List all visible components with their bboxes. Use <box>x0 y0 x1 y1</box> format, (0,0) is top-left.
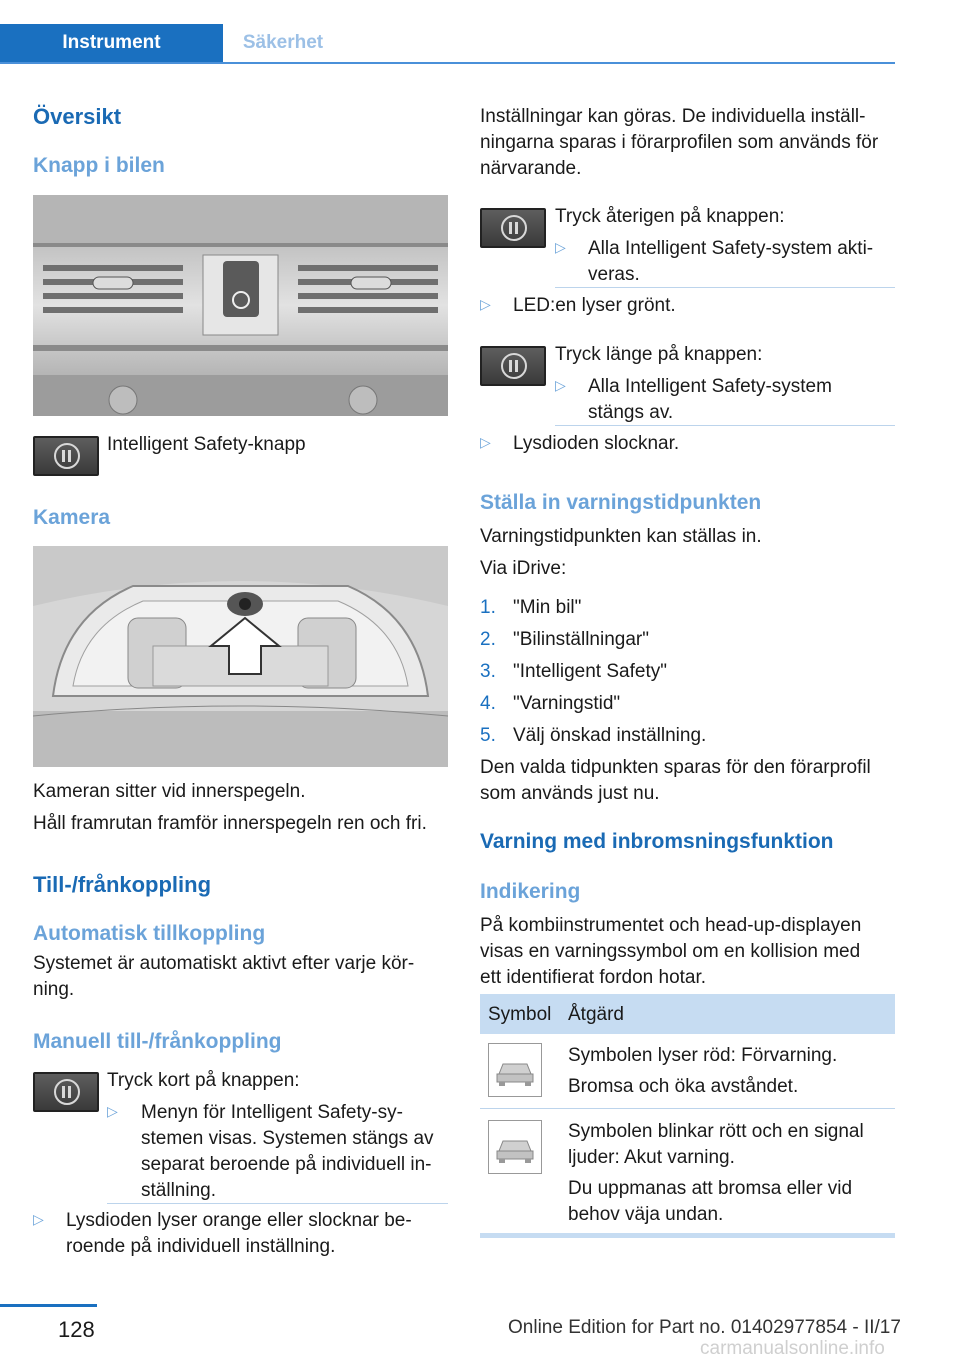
row2-line-4: behov väja undan. <box>568 1204 724 1225</box>
subtitle-indikering: Indikering <box>480 880 581 903</box>
step2-bullet-1-line-1: Alla Intelligent Safety-system <box>588 376 832 397</box>
dashboard-vent-photo <box>33 195 448 416</box>
triangle-right-icon: ▷ <box>555 377 566 393</box>
indic-line-3: ett identifierat fordon hotar. <box>480 967 707 988</box>
list-number: 4. <box>480 693 496 714</box>
intro-line-3: närvarande. <box>480 158 582 179</box>
step1-text: Tryck återigen på knappen: <box>555 206 785 227</box>
camera-paragraph-2: Håll framrutan framför innerspegeln ren och fri. <box>33 813 427 834</box>
intelligent-safety-button-icon <box>33 1072 99 1112</box>
intelligent-safety-button-icon <box>480 208 546 248</box>
table-bottom-bar <box>480 1233 895 1238</box>
table-row-divider <box>480 1108 895 1109</box>
header-tabs <box>0 24 895 64</box>
subtitle-automatisk-tillkoppling: Automatisk tillkoppling <box>33 922 266 945</box>
list-item: "Intelligent Safety" <box>513 661 667 682</box>
divider <box>555 425 895 426</box>
triangle-right-icon: ▷ <box>33 1211 44 1227</box>
page-number: 128 <box>58 1317 95 1342</box>
saved-line-1: Den valda tidpunkten sparas för den förarprofil <box>480 757 871 778</box>
edition-text: Online Edition for Part no. 01402977854 - II/17 <box>508 1317 901 1338</box>
list-number: 5. <box>480 725 496 746</box>
manual-step-text: Tryck kort på knappen: <box>107 1070 300 1091</box>
list-number: 1. <box>480 597 496 618</box>
manual-bullet-1-line-1: Menyn för Intelligent Safety-sy- <box>141 1102 403 1123</box>
manual-bullet-1-line-4: ställning. <box>141 1180 216 1201</box>
manual-bullet-2-line-2: roende på individuell inställning. <box>66 1236 336 1257</box>
intelligent-safety-button-icon <box>33 436 99 476</box>
saved-line-2: som används just nu. <box>480 783 660 804</box>
row1-line-1: Symbolen lyser röd: Förvarning. <box>568 1045 838 1066</box>
divider <box>555 287 895 288</box>
table-header <box>480 994 895 1034</box>
car-warning-icon <box>488 1043 542 1097</box>
list-item: Välj önskad inställning. <box>513 725 707 746</box>
row2-line-3: Du uppmanas att bromsa eller vid <box>568 1178 853 1199</box>
section-title-varning-med-inbromsningsfunktion: Varning med inbromsningsfunktion <box>480 830 834 853</box>
intelligent-safety-button-icon <box>480 346 546 386</box>
manual-bullet-2-line-1: Lysdioden lyser orange eller slocknar be- <box>66 1210 412 1231</box>
row2-line-1: Symbolen blinkar rött och en signal <box>568 1121 864 1142</box>
camera-paragraph-1: Kameran sitter vid innerspegeln. <box>33 781 306 802</box>
column-header-symbol: Symbol <box>488 1004 552 1025</box>
step2-bullet-2: Lysdioden slocknar. <box>513 433 680 454</box>
list-number: 3. <box>480 661 496 682</box>
step2-text: Tryck länge på knappen: <box>555 344 763 365</box>
row2-line-2: ljuder: Akut varning. <box>568 1147 735 1168</box>
camera-interior-photo <box>33 546 448 767</box>
triangle-right-icon: ▷ <box>555 239 566 255</box>
column-header-action: Åtgärd <box>568 1004 624 1025</box>
subtitle-manuell-till-frankoppling: Manuell till-/frånkoppling <box>33 1030 282 1053</box>
indic-line-2: visas en varningssymbol om en kollision med <box>480 941 861 962</box>
footer-accent-line <box>0 1304 97 1307</box>
button-caption: Intelligent Safety-knapp <box>107 434 306 455</box>
subtitle-stalla-in-varningstidpunkten: Ställa in varningstidpunkten <box>480 491 762 514</box>
intro-line-2: ningarna sparas i förarprofilen som används för <box>480 132 879 153</box>
manual-bullet-1-line-2: stemen visas. Systemen stängs av <box>141 1128 434 1149</box>
list-item: "Bilinställningar" <box>513 629 649 650</box>
subtitle-knapp-i-bilen: Knapp i bilen <box>33 154 165 177</box>
triangle-right-icon: ▷ <box>480 434 491 450</box>
tab-sakerhet[interactable]: Säkerhet <box>242 32 324 53</box>
via-idrive: Via iDrive: <box>480 558 567 579</box>
tab-instrument[interactable]: Instrument <box>0 24 223 62</box>
step1-bullet-1-line-2: veras. <box>588 264 640 285</box>
list-item: "Min bil" <box>513 597 582 618</box>
intro-line-1: Inställningar kan göras. De individuella inställ- <box>480 106 866 127</box>
triangle-right-icon: ▷ <box>107 1103 118 1119</box>
auto-paragraph-line-1: Systemet är automatiskt aktivt efter varje kör- <box>33 953 415 974</box>
row1-line-2: Bromsa och öka avståndet. <box>568 1076 799 1097</box>
section-title-oversikt: Översikt <box>33 104 122 129</box>
step1-bullet-2: LED:en lyser grönt. <box>513 295 676 316</box>
auto-paragraph-line-2: ning. <box>33 979 75 1000</box>
triangle-right-icon: ▷ <box>480 296 491 312</box>
manual-bullet-1-line-3: separat beroende på individuell in- <box>141 1154 432 1175</box>
warn-time-paragraph: Varningstidpunkten kan ställas in. <box>480 526 762 547</box>
list-item: "Varningstid" <box>513 693 621 714</box>
list-number: 2. <box>480 629 496 650</box>
step1-bullet-1-line-1: Alla Intelligent Safety-system akti- <box>588 238 874 259</box>
watermark: carmanualsonline.info <box>700 1338 885 1359</box>
subtitle-kamera: Kamera <box>33 506 111 529</box>
divider <box>107 1203 448 1204</box>
indic-line-1: På kombiinstrumentet och head-up-displayen <box>480 915 862 936</box>
step2-bullet-1-line-2: stängs av. <box>588 402 674 423</box>
car-warning-icon <box>488 1120 542 1174</box>
section-title-till-frankoppling: Till-/frånkoppling <box>33 872 212 897</box>
